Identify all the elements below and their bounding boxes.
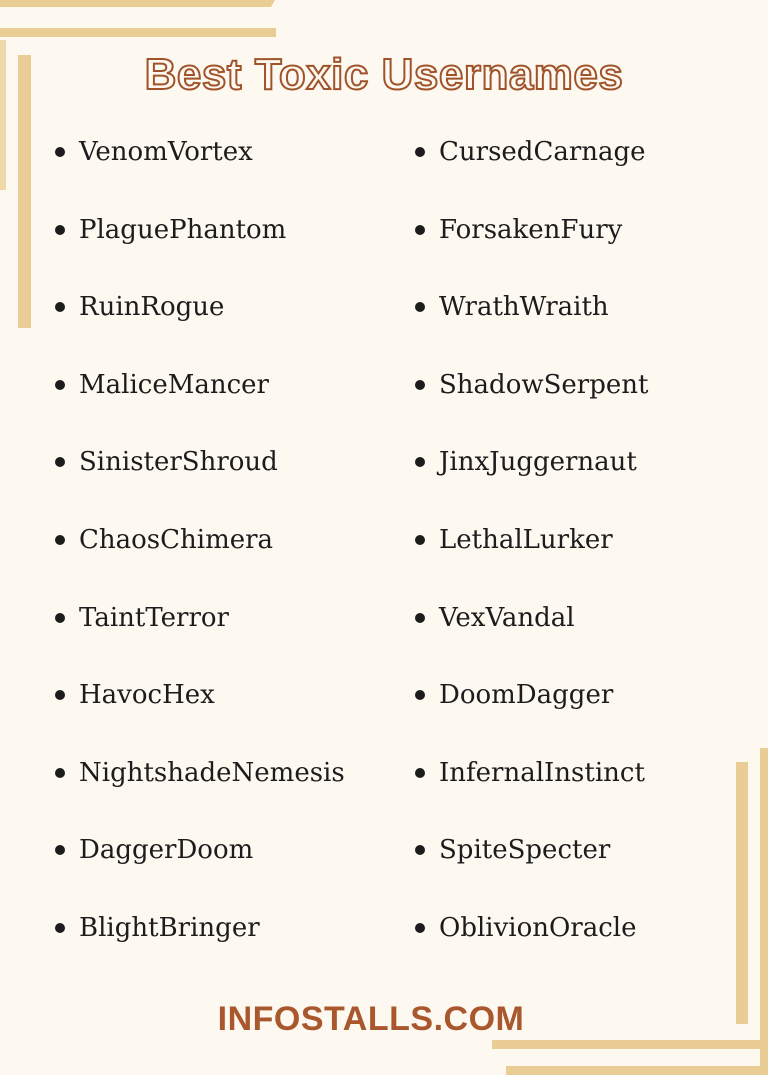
list-item: TaintTerror	[50, 580, 345, 658]
list-item: SinisterShroud	[50, 424, 345, 502]
list-item: VexVandal	[410, 580, 648, 658]
list-item: InfernalInstinct	[410, 735, 648, 813]
list-item: MaliceMancer	[50, 347, 345, 425]
decorative-stripe	[760, 748, 768, 1075]
decorative-stripe	[506, 1066, 768, 1075]
list-item: NightshadeNemesis	[50, 735, 345, 813]
list-item: ShadowSerpent	[410, 347, 648, 425]
list-item: ChaosChimera	[50, 502, 345, 580]
list-item: ForsakenFury	[410, 192, 648, 270]
list-item: HavocHex	[50, 657, 345, 735]
decorative-stripe	[0, 28, 276, 37]
list-item: DaggerDoom	[50, 812, 345, 890]
page-title: Best Toxic Usernames	[144, 50, 624, 99]
list-item: LethalLurker	[410, 502, 648, 580]
list-item: VenomVortex	[50, 114, 345, 192]
site-footer-link[interactable]: INFOSTALLS.COM	[217, 1000, 525, 1038]
list-item: OblivionOracle	[410, 890, 648, 968]
username-list-left	[50, 114, 345, 968]
decorative-stripe	[736, 762, 748, 1024]
decorative-stripe	[0, 0, 275, 7]
list-item: SpiteSpecter	[410, 812, 648, 890]
username-list-right	[410, 114, 648, 968]
list-item: PlaguePhantom	[50, 192, 345, 270]
list-item: BlightBringer	[50, 890, 345, 968]
list-item: DoomDagger	[410, 657, 648, 735]
list-item: RuinRogue	[50, 269, 345, 347]
decorative-stripe	[492, 1040, 768, 1049]
list-item: JinxJuggernaut	[410, 424, 648, 502]
list-item: CursedCarnage	[410, 114, 648, 192]
list-item: WrathWraith	[410, 269, 648, 347]
